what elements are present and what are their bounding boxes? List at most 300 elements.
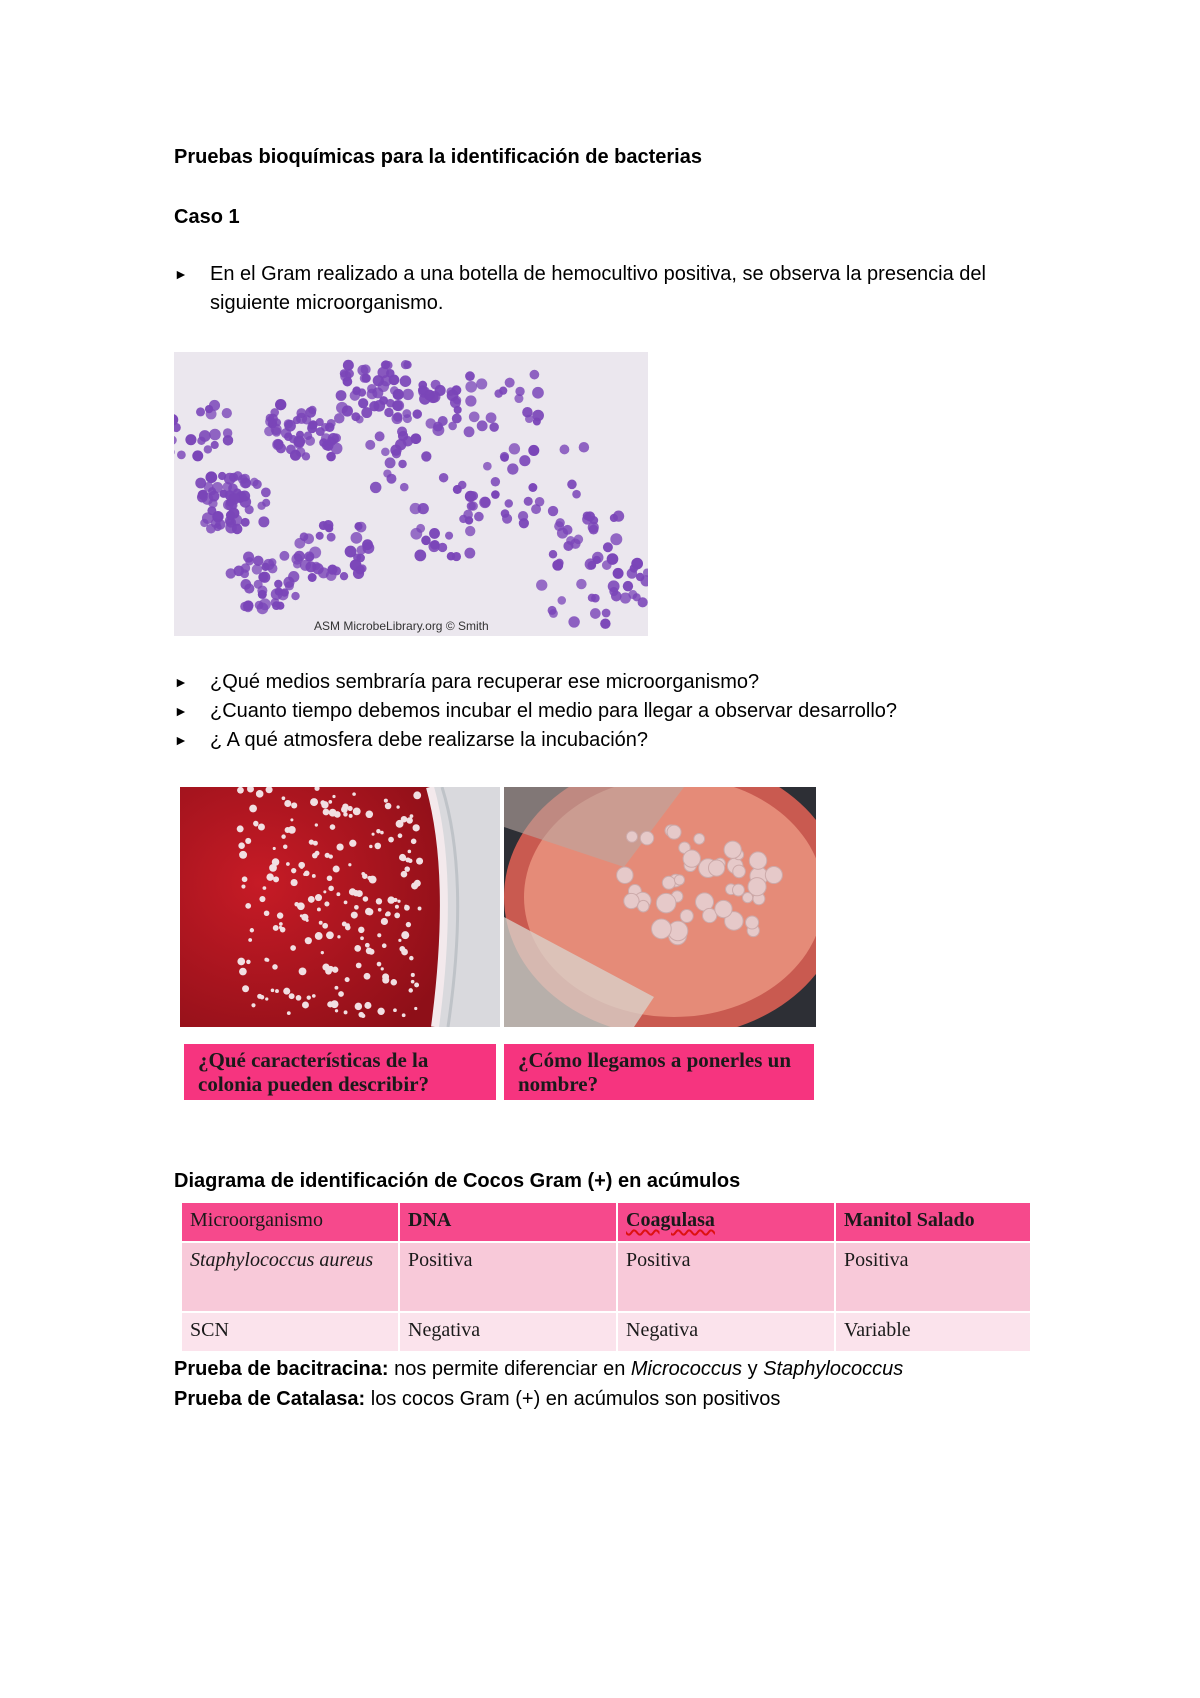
coccus-cell <box>271 588 283 600</box>
coccus-cell <box>464 426 475 437</box>
colony-dot <box>384 799 388 803</box>
coccus-cell <box>585 558 596 569</box>
gram-stain-image <box>174 352 648 636</box>
coccus-cell <box>524 497 533 506</box>
coccus-cell <box>465 371 475 381</box>
colony-dot <box>765 866 782 883</box>
colony-dot <box>416 858 423 865</box>
coccus-cell <box>357 365 368 376</box>
colony-dot <box>413 791 421 799</box>
colony-dot <box>680 909 693 922</box>
coccus-cell <box>207 506 216 515</box>
coccus-cell <box>375 431 385 441</box>
coccus-cell <box>308 573 317 582</box>
bacitracin-note <box>174 1358 903 1381</box>
colony-dot <box>354 945 361 952</box>
header-cell: DNA <box>399 1202 617 1242</box>
note-text: nos permite diferenciar en <box>394 1358 631 1380</box>
document-title: Pruebas bioquímicas para la identificación de bacterias <box>174 146 702 168</box>
coccus-cell <box>458 481 466 489</box>
coccus-cell <box>395 439 406 450</box>
coccus-cell <box>192 450 203 461</box>
coccus-cell <box>345 546 357 558</box>
coccus-cell <box>274 580 282 588</box>
coccus-cell <box>465 381 477 393</box>
coccus-cell <box>323 520 333 530</box>
colony-dot <box>378 908 382 912</box>
coccus-cell <box>200 519 208 527</box>
colony-dot <box>345 925 351 931</box>
coccus-cell <box>393 400 404 411</box>
colony-dot <box>291 802 297 808</box>
colony-dot <box>408 988 413 993</box>
coccus-cell <box>610 533 622 545</box>
coccus-cell <box>413 409 422 418</box>
coccus-cell <box>257 586 267 596</box>
colony-dot <box>366 948 373 955</box>
coccus-cell <box>331 443 343 455</box>
coccus-cell <box>271 424 282 435</box>
coccus-cell <box>588 522 599 533</box>
coccus-cell <box>574 535 584 545</box>
colony-dot <box>334 986 338 990</box>
coccus-cell <box>316 418 324 426</box>
coccus-cell <box>195 478 206 489</box>
colony-dot <box>326 931 334 939</box>
coccus-cell <box>518 511 528 521</box>
colony-dot <box>239 851 247 859</box>
colony-dot <box>401 871 408 878</box>
colony-dot <box>409 956 413 960</box>
coccus-cell <box>568 616 579 627</box>
coccus-cell <box>261 487 271 497</box>
coccus-cell <box>491 477 500 486</box>
coccus-cell <box>623 581 633 591</box>
colony-dot <box>399 946 405 952</box>
colony-dot <box>299 967 307 975</box>
coccus-cell <box>465 526 475 536</box>
coccus-cell <box>447 552 455 560</box>
colony-dot <box>298 862 305 869</box>
header-cell: Microorganismo <box>181 1202 399 1242</box>
coccus-cell <box>509 443 520 454</box>
colony-dot <box>380 831 384 835</box>
colony-dot <box>345 977 350 982</box>
colony-dot <box>349 888 356 895</box>
coccus-cell <box>603 542 613 552</box>
coccus-cell <box>354 522 362 530</box>
colony-dot <box>381 967 384 970</box>
colony-dot <box>382 943 387 948</box>
coccus-cell <box>576 579 586 589</box>
coccus-cell <box>253 556 263 566</box>
coccus-cell <box>205 405 213 413</box>
colony-dot <box>248 938 252 942</box>
colony-dot <box>404 866 410 872</box>
colony-dot <box>315 894 322 901</box>
question-bullet-2 <box>174 697 1060 726</box>
colony-dot <box>656 893 676 913</box>
coccus-cell <box>204 445 212 453</box>
coccus-cell <box>222 408 232 418</box>
note-label: Prueba de bacitracina <box>174 1358 382 1380</box>
blood-agar-plate-image <box>180 787 500 1027</box>
colony-dot <box>372 833 375 836</box>
colony-dot <box>414 1007 417 1010</box>
colony-dot <box>349 840 356 847</box>
colony-dot <box>414 880 421 887</box>
coccus-cell <box>519 455 530 466</box>
table-cell: Negativa <box>617 1312 835 1352</box>
colony-dot <box>271 989 275 993</box>
colony-dot <box>312 853 318 859</box>
colony-dot <box>342 803 348 809</box>
table-cell: Variable <box>835 1312 1031 1352</box>
coccus-cell <box>600 618 610 628</box>
colony-dot <box>331 1000 339 1008</box>
colony-dot <box>617 867 633 883</box>
streak-plate-illustration <box>504 787 816 1027</box>
colony-dot <box>404 905 410 911</box>
coccus-cell <box>240 569 249 578</box>
colony-dot <box>749 852 766 869</box>
colony-dot <box>238 842 245 849</box>
colony-dot <box>414 983 419 988</box>
colony-dot <box>353 807 361 815</box>
coccus-cell <box>319 438 328 447</box>
coccus-cell <box>393 412 403 422</box>
header-cell-text: Coagulasa <box>626 1209 715 1231</box>
note-separator: : <box>381 1358 395 1380</box>
coccus-cell <box>421 451 431 461</box>
case-label: Caso 1 <box>174 206 240 228</box>
header-cell: Manitol Salado <box>835 1202 1031 1242</box>
colony-dot <box>237 787 244 794</box>
colony-dot <box>323 809 330 816</box>
coccus-cell <box>528 445 539 456</box>
colony-dot <box>349 814 353 818</box>
colony-dot <box>327 875 333 881</box>
colony-dot <box>319 921 323 925</box>
colony-dot <box>323 890 326 893</box>
coccus-cell <box>469 491 478 500</box>
plate-question-box-1: ¿Qué características de la colonia pueden describir? <box>184 1044 496 1100</box>
coccus-cell <box>445 532 453 540</box>
coccus-cell <box>223 482 233 492</box>
intro-bullet <box>174 260 1060 318</box>
colony-dot <box>348 863 351 866</box>
note-text: los cocos Gram (+) en acúmulos son positivos <box>370 1388 781 1410</box>
coccus-cell <box>548 506 558 516</box>
colony-dot <box>290 945 296 951</box>
colony-dot <box>374 843 381 850</box>
coccus-cell <box>288 571 299 582</box>
colony-dot <box>748 878 766 896</box>
colony-dot <box>258 823 265 830</box>
colony-dot <box>398 833 403 838</box>
coccus-cell <box>403 361 411 369</box>
colony-dot <box>406 922 411 927</box>
colony-dot <box>313 841 318 846</box>
coccus-cell <box>270 408 279 417</box>
colony-dot <box>408 850 412 854</box>
colony-dot <box>640 831 653 844</box>
colony-dot <box>724 841 741 858</box>
coccus-cell <box>357 545 366 554</box>
colony-dot <box>398 939 401 942</box>
colony-dot <box>344 900 348 904</box>
colony-dot <box>662 876 675 889</box>
colony-dot <box>355 1003 362 1010</box>
table-cell: Positiva <box>399 1242 617 1312</box>
coccus-cell <box>494 389 502 397</box>
note-genus: Staphylococcus <box>763 1358 904 1380</box>
coccus-cell <box>343 360 354 371</box>
colony-dot <box>281 834 285 838</box>
coccus-cell <box>284 420 296 432</box>
colony-dot <box>365 943 370 948</box>
coccus-cell <box>477 420 488 431</box>
coccus-cell <box>572 490 581 499</box>
coccus-cell <box>566 536 575 545</box>
coccus-cell <box>197 437 205 445</box>
colony-dot <box>344 1010 348 1014</box>
coccus-cell <box>480 497 490 507</box>
colony-dot <box>242 876 248 882</box>
coccus-cell <box>343 377 353 387</box>
coccus-cell <box>296 431 304 439</box>
coccus-cell <box>483 462 492 471</box>
colony-dot <box>256 790 264 798</box>
coccus-cell <box>316 532 324 540</box>
colony-dot <box>259 896 265 902</box>
identification-table <box>180 1201 1032 1353</box>
coccus-cell <box>549 609 558 618</box>
coccus-cell <box>196 407 205 416</box>
coccus-cell <box>567 480 577 490</box>
colony-dot <box>674 875 684 885</box>
coccus-cell <box>560 445 570 455</box>
coccus-cell <box>486 412 497 423</box>
coccus-cell <box>403 414 412 423</box>
colony-dot <box>402 1013 406 1017</box>
coccus-cell <box>358 398 368 408</box>
coccus-cell <box>215 519 225 529</box>
colony-dot <box>245 903 251 909</box>
question-bullet-3 <box>174 726 1060 755</box>
coccus-cell <box>218 472 226 480</box>
colony-dot <box>312 874 316 878</box>
colony-dot <box>272 964 278 970</box>
coccus-cell <box>257 502 265 510</box>
coccus-cell <box>259 598 271 610</box>
coccus-cell <box>243 552 254 563</box>
colony-dot <box>264 958 268 962</box>
coccus-cell <box>528 483 537 492</box>
coccus-cell <box>340 572 348 580</box>
question-text: ¿Cuanto tiempo debemos incubar el medio para llegar a observar desarrollo? <box>210 700 898 722</box>
coccus-cell <box>474 512 484 522</box>
colony-dot <box>321 801 328 808</box>
coccus-cell <box>507 463 518 474</box>
coccus-cell <box>610 514 618 522</box>
coccus-cell <box>305 407 316 418</box>
header-cell <box>617 1202 835 1242</box>
blood-agar-plate-illustration <box>180 787 500 1027</box>
coccus-cell <box>590 608 601 619</box>
table-cell: Negativa <box>399 1312 617 1352</box>
colony-dot <box>351 912 358 919</box>
coccus-cell <box>630 564 638 572</box>
colony-dot <box>391 979 397 985</box>
colony-dot <box>315 823 318 826</box>
colony-dot <box>343 812 347 816</box>
arrow-bullet-icon: ► <box>174 703 188 719</box>
question-text: ¿Qué medios sembraría para recuperar ese microorganismo? <box>210 671 760 693</box>
coccus-cell <box>211 441 219 449</box>
coccus-cell <box>459 515 467 523</box>
coccus-cell <box>411 433 422 444</box>
coccus-cell <box>450 397 461 408</box>
colony-dot <box>358 927 364 933</box>
colony-dot <box>338 991 344 997</box>
colony-dot <box>266 873 273 880</box>
colony-dot <box>358 1012 364 1018</box>
coccus-cell <box>239 491 250 502</box>
note-separator: : <box>358 1388 371 1410</box>
coccus-cell <box>342 405 353 416</box>
colony-dot <box>316 934 319 937</box>
gram-stain-cocci-illustration <box>174 352 648 636</box>
coccus-cell <box>414 550 426 562</box>
colony-dot <box>329 809 337 817</box>
colony-dot <box>356 890 363 897</box>
coccus-cell <box>591 594 600 603</box>
coccus-cell <box>223 428 232 437</box>
colony-dot <box>306 919 309 922</box>
colony-dot <box>337 935 340 938</box>
colony-dot <box>283 988 290 995</box>
intro-bullet-text: En el Gram realizado a una botella de hemocultivo positiva, se observa la presencia del siguiente microorganismo. <box>210 263 986 314</box>
table-cell: Positiva <box>835 1242 1031 1312</box>
colony-dot <box>325 853 330 858</box>
coccus-cell <box>636 573 644 581</box>
colony-dot <box>250 928 254 932</box>
colony-dot <box>273 925 279 931</box>
coccus-cell <box>207 472 215 480</box>
colony-dot <box>287 1011 291 1015</box>
coccus-cell <box>386 474 396 484</box>
note-label: Prueba de Catalasa <box>174 1388 359 1410</box>
table-row <box>181 1312 1031 1352</box>
coccus-cell <box>532 387 544 399</box>
coccus-cell <box>334 413 344 423</box>
coccus-cell <box>306 553 314 561</box>
coccus-cell <box>386 399 395 408</box>
colony-dot <box>715 900 732 917</box>
colony-dot <box>394 913 400 919</box>
coccus-cell <box>327 533 336 542</box>
coccus-cell <box>558 596 567 605</box>
coccus-cell <box>418 385 428 395</box>
coccus-cell <box>174 447 175 457</box>
colony-dot <box>289 993 295 999</box>
coccus-cell <box>225 499 237 511</box>
coccus-cell <box>289 435 297 443</box>
coccus-cell <box>609 587 618 596</box>
coccus-cell <box>384 408 393 417</box>
colony-dot <box>667 825 681 839</box>
colony-dot <box>411 973 415 977</box>
colony-dot <box>322 964 329 971</box>
coccus-cell <box>381 448 390 457</box>
coccus-cell <box>464 548 475 559</box>
colony-dot <box>333 866 340 873</box>
arrow-bullet-icon: ► <box>174 266 188 282</box>
colony-dot <box>253 821 258 826</box>
colony-dot <box>245 838 251 844</box>
coccus-cell <box>302 452 310 460</box>
coccus-cell <box>505 499 513 507</box>
colony-dot <box>708 860 724 876</box>
colony-dot <box>257 994 262 999</box>
colony-dot <box>382 977 389 984</box>
coccus-cell <box>549 550 557 558</box>
colony-dot <box>411 980 415 984</box>
coccus-cell <box>467 502 476 511</box>
colony-dot <box>396 820 404 828</box>
coccus-cell <box>607 553 619 565</box>
coccus-cell <box>579 442 589 452</box>
colony-dot <box>683 850 700 867</box>
colony-dot <box>328 886 334 892</box>
colony-dot <box>393 1008 397 1012</box>
coccus-cell <box>446 387 454 395</box>
colony-dot <box>275 989 279 993</box>
colony-dot <box>307 995 311 999</box>
coccus-cell <box>465 395 476 406</box>
coccus-cell <box>370 482 381 493</box>
colony-dot <box>746 916 759 929</box>
colony-dot <box>388 837 394 843</box>
note-genus: Micrococcus <box>630 1358 743 1380</box>
coccus-cell <box>421 536 431 546</box>
colony-dot <box>336 892 340 896</box>
colony-dot <box>304 871 310 877</box>
coccus-cell <box>352 387 360 395</box>
colony-dot <box>411 839 417 845</box>
colony-dot <box>365 908 372 915</box>
colony-dot <box>624 893 639 908</box>
question-bullet-1 <box>174 668 1060 697</box>
coccus-cell <box>452 414 462 424</box>
coccus-cell <box>533 418 541 426</box>
colony-dot <box>401 931 409 939</box>
colony-dot <box>251 1003 255 1007</box>
colony-dot <box>321 951 324 954</box>
question-text: ¿ A qué atmosfera debe realizarse la incubación? <box>210 729 649 751</box>
colony-dot <box>406 817 412 823</box>
table-cell: Staphylococcus aureus <box>181 1242 399 1312</box>
colony-dot <box>396 805 399 808</box>
coccus-cell <box>373 400 385 412</box>
coccus-cell <box>209 429 221 441</box>
colony-dot <box>330 824 336 830</box>
coccus-cell <box>365 440 375 450</box>
coccus-cell <box>525 415 533 423</box>
coccus-cell <box>372 387 383 398</box>
arrow-bullet-icon: ► <box>174 674 188 690</box>
